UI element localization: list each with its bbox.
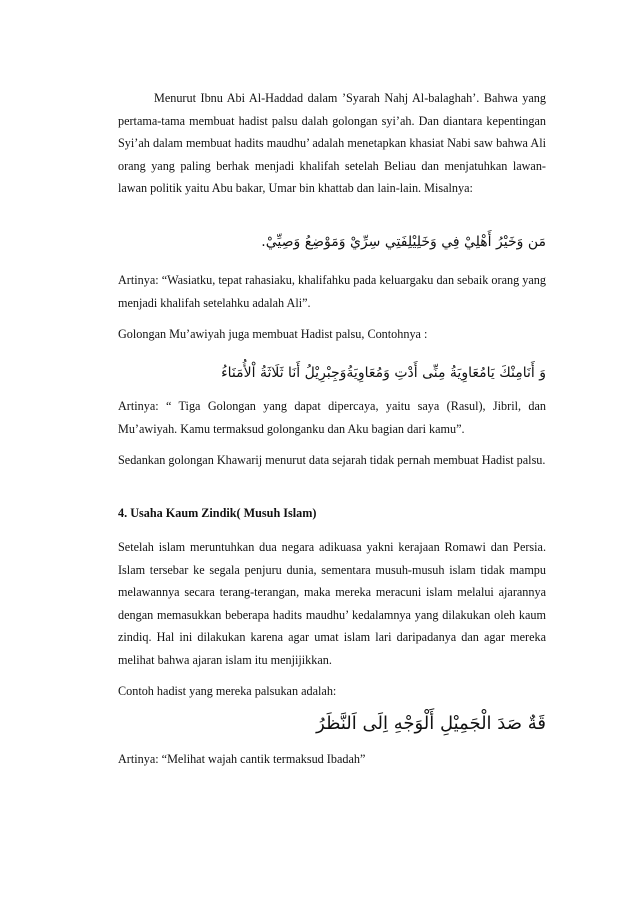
paragraph-haddad: Menurut Ibnu Abi Al-Haddad dalam ’Syarah Nahj Al-balaghah’. Bahwa yang pertama-tama membuat hadist palsu dalah golongan syi’ah. Dan diantara kepentingan Syi’ah dalam membuat hadits maudhu’ adalah menetapkan khasiat Nabi saw bahwa Ali orang yang paling berhak menjadi khalifah setelah Beliau dan menjatuhkan lawan-lawan politik yaitu Abu bakar, Umar bin khattab dan lain-lain. Misalnya: [118, 91, 546, 195]
section-heading: 4. Usaha Kaum Zindik( Musuh Islam) [118, 506, 317, 520]
paragraph-muawiyah: Golongan Mu’awiyah juga membuat Hadist palsu, Contohnya : [118, 327, 428, 341]
paragraph-zindik: Setelah islam meruntuhkan dua negara adikuasa yakni kerajaan Romawi dan Persia. Islam tersebar ke segala penjuru dunia, sementara musuh-musuh islam tidak mampu melawannya secara terang-terangan, maka mereka meracuni islam melalui ajarannya dengan memasukkan beberapa hadits maudhu’ kedalamnya yang dilakukan oleh kaum zindiq. Hal ini dilakukan karena agar umat islam lari daripadanya dan agar mereka melihat bahwa ajaran islam itu menjijikkan. [118, 540, 546, 667]
arabic-text-3: قَةٌ صَدَ الْجَمِيْلِ أَلْوَجْهِ اِلَى اَلنَّظَرُ [316, 713, 546, 734]
paragraph-khawarij: Sedankan golongan Khawarij menurut data sejarah tidak pernah membuat Hadist palsu. [118, 453, 546, 467]
arabic-text-2: وَ أَنَامِنْكَ يَامُعَاوِيَةُ مِنِّى أَدْتِ وَمُعَاوِيَةُوَجِبْرِيْلُ أَنَا ثَلَاثَةُ اْلأُمَنَاءُ [221, 365, 546, 381]
paragraph-example: Contoh hadist yang mereka palsukan adalah: [118, 684, 337, 698]
translation-2: Artinya: “ Tiga Golongan yang dapat dipercaya, yaitu saya (Rasul), Jibril, dan Mu’awiyah. Kamu termaksud golonganku dan Aku bagian dari kamu”. [118, 399, 546, 436]
translation-3: Artinya: “Melihat wajah cantik termaksud Ibadah” [118, 752, 366, 766]
arabic-text-1: مَن وَخَيْرُ أَهْلِيْ فِي وَخَلِيْلِفَتِي سِرِّيْ وَمَوْضِعُ وَصِيِّيْ. [261, 234, 546, 250]
translation-1: Artinya: “Wasiatku, tepat rahasiaku, khalifahku pada keluargaku dan sebaik orang yang menjadi khalifah setelahku adalah Ali”. [118, 273, 546, 310]
